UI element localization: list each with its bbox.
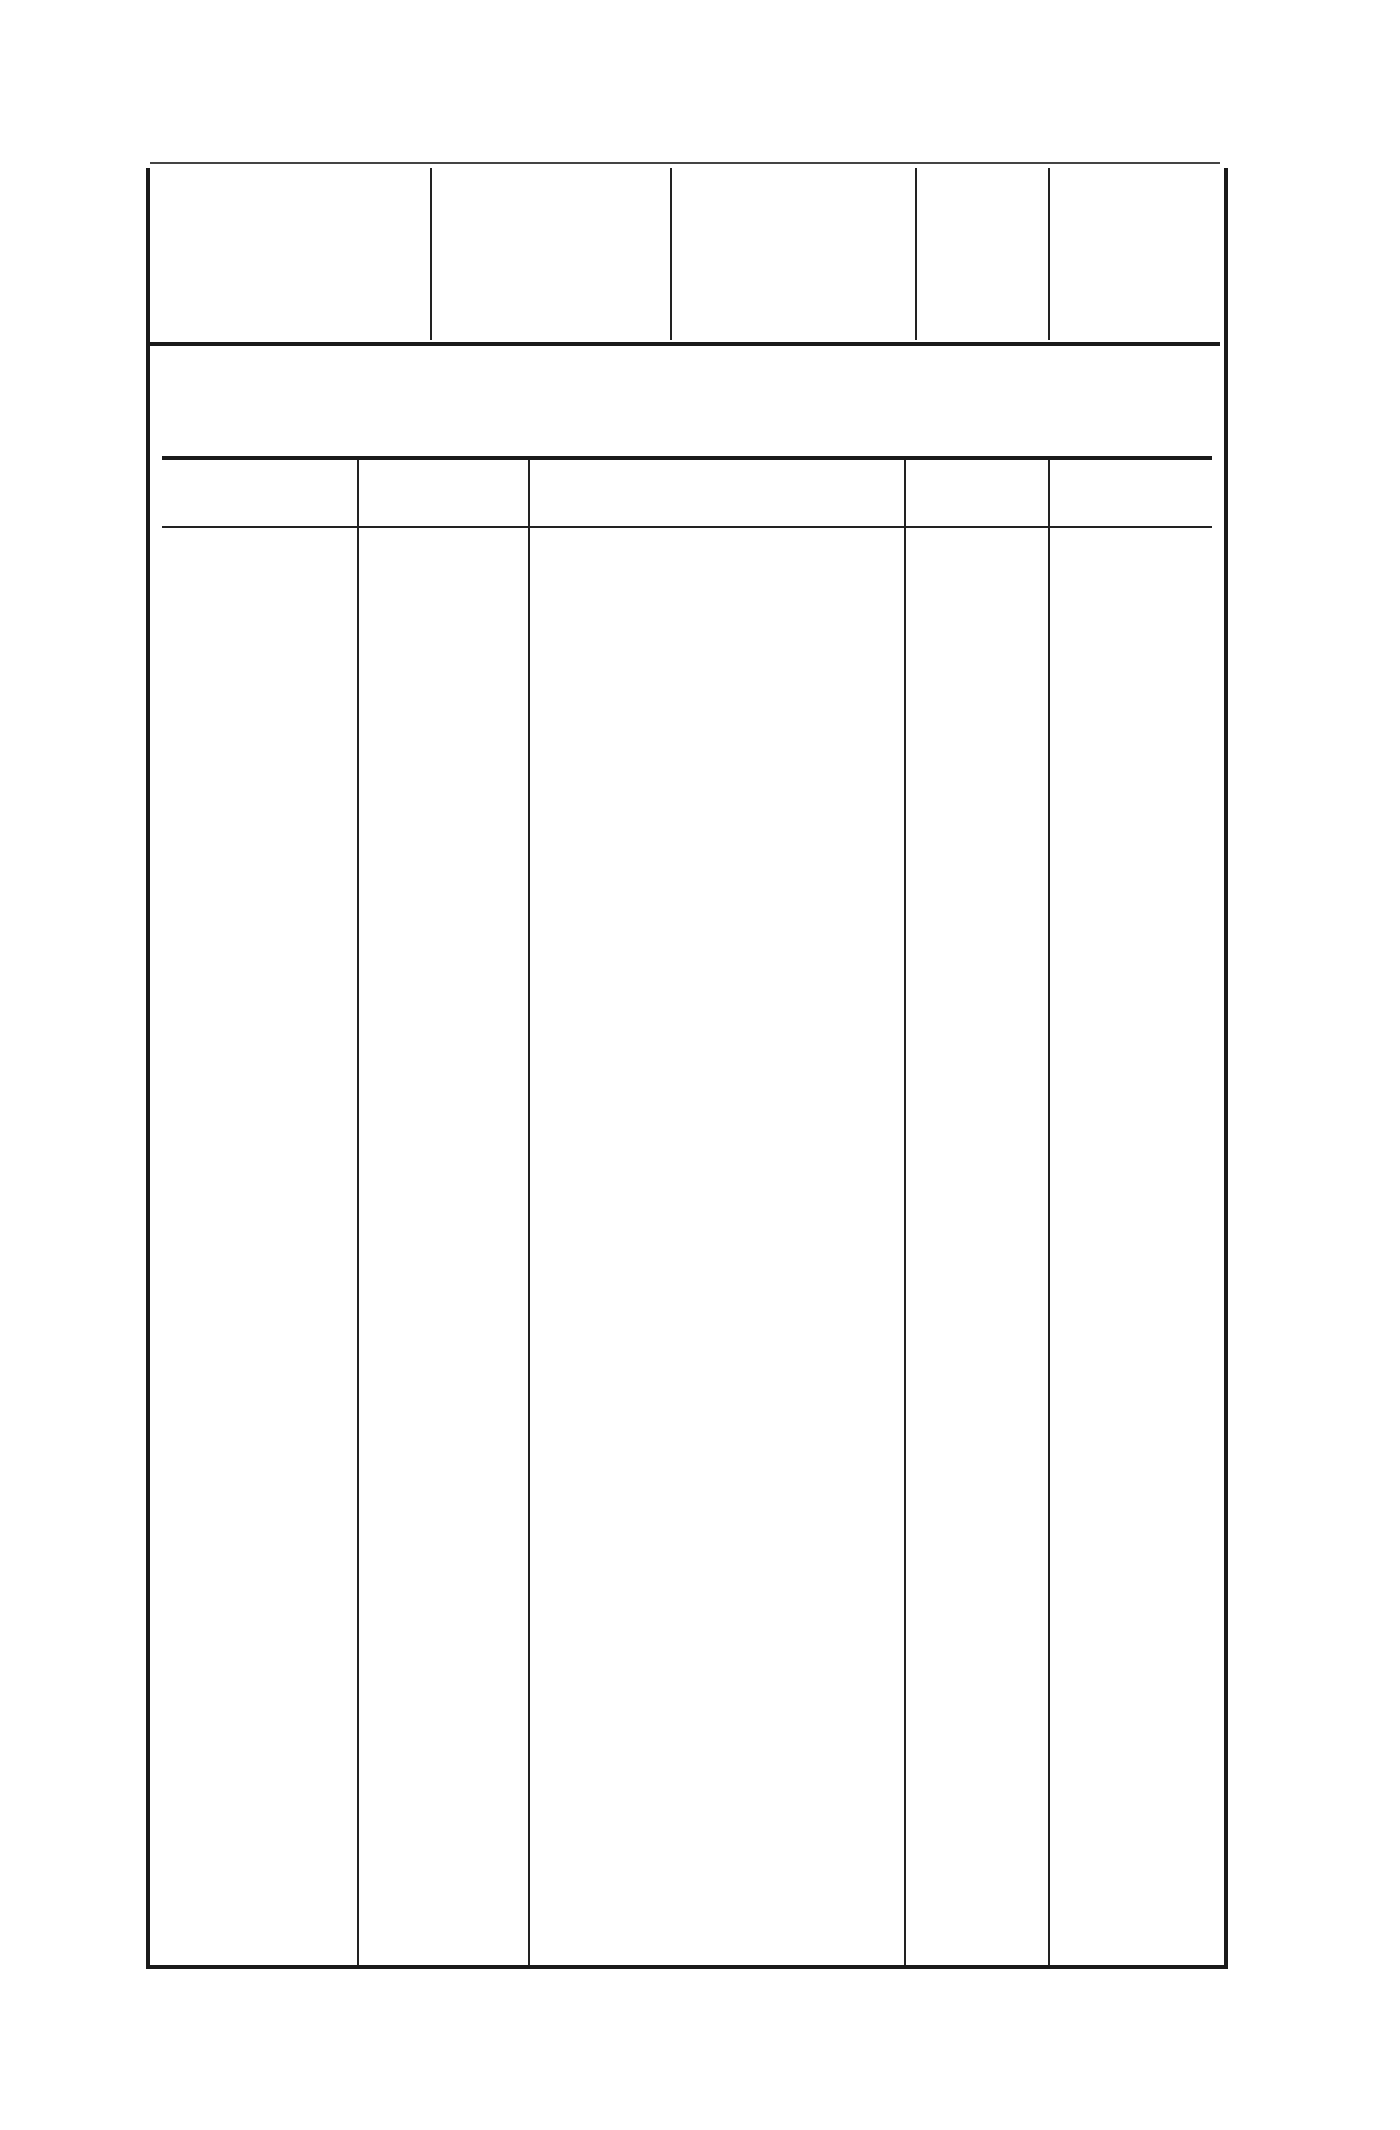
top-col-divider-1: [430, 168, 432, 340]
top-col-divider-3: [915, 168, 917, 340]
header-top-rule: [162, 456, 1212, 460]
col-divider-business: [904, 460, 906, 1965]
col-divider-address: [357, 460, 359, 1965]
section-title: [150, 378, 1220, 448]
top-col-divider-4: [1048, 168, 1050, 340]
col-divider-trade: [528, 460, 530, 1965]
top-rule: [150, 162, 1220, 164]
top-table-bottom-rule: [150, 342, 1220, 346]
header-bottom-rule: [162, 526, 1212, 528]
col-divider-tax: [1048, 460, 1050, 1965]
top-col-divider-2: [670, 168, 672, 340]
